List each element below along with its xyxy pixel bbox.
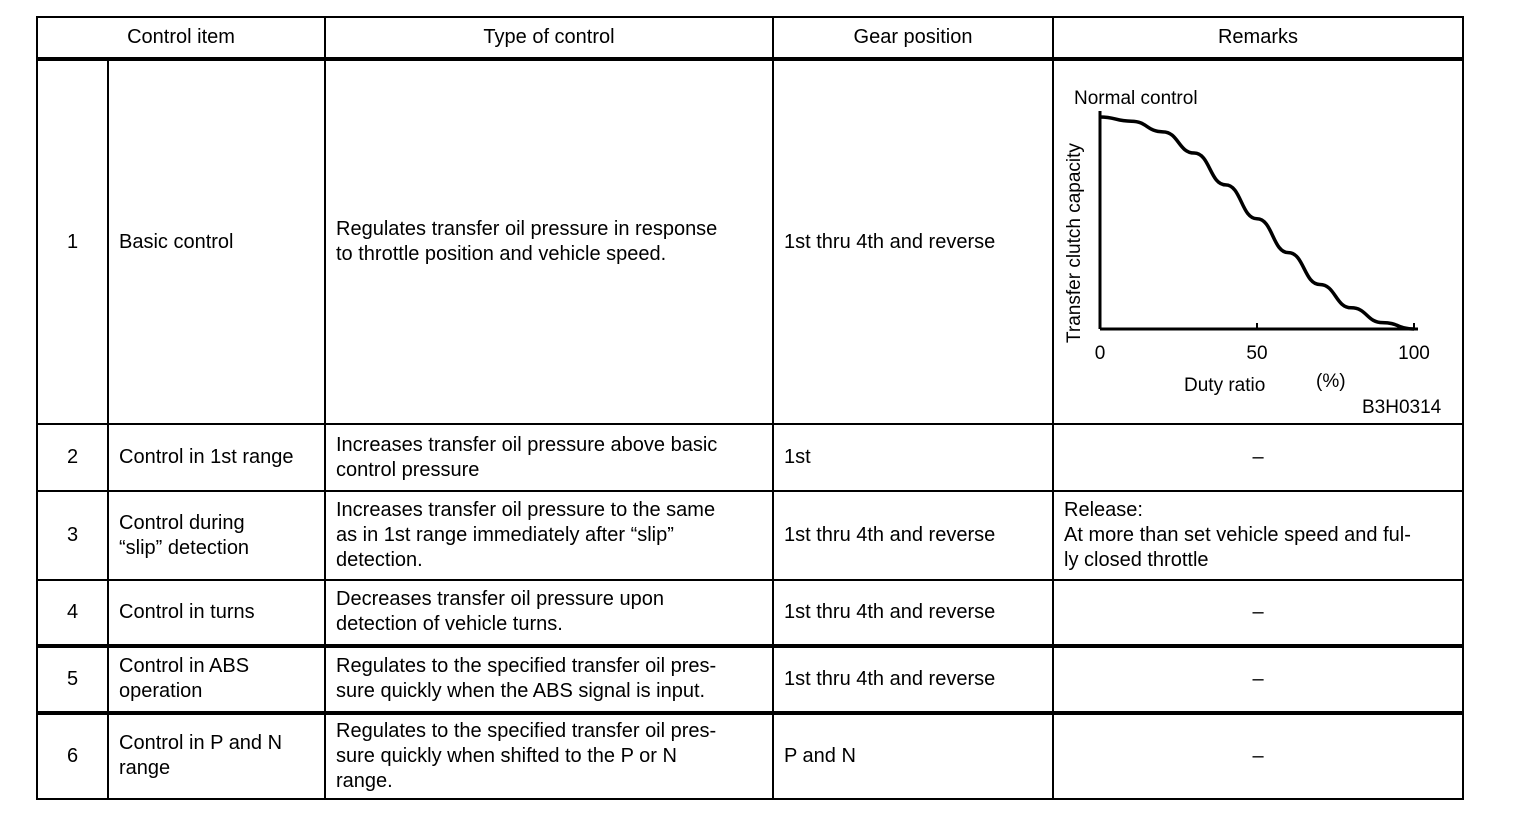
type-of-control-text: to throttle position and vehicle speed. [336,243,667,266]
type-of-control-text: detection of vehicle turns. [336,613,563,636]
control-item-text: Control in ABS [119,655,250,678]
control-item-text: operation [119,680,203,703]
table-row [37,59,1463,424]
control-item-text: Control in turns [119,600,255,623]
control-table [36,16,1464,800]
gear-position-cell [773,491,1053,580]
control-item-cell [108,59,325,424]
header-control-item: Control item [37,17,325,59]
remarks-cell [1053,491,1463,580]
header-type-of-control: Type of control [325,17,773,59]
gear-position-cell [773,580,1053,645]
remarks-text: At more than set vehicle speed and ful- [1064,524,1411,547]
remarks-cell [1053,713,1463,799]
type-of-control-text: Increases transfer oil pressure to the same [336,499,716,522]
remarks-text: Release: [1064,499,1143,522]
gear-position-text: 1st [784,446,811,469]
gear-position-cell [773,646,1053,713]
remarks-cell [1053,580,1463,645]
type-of-control-text: sure quickly when the ABS signal is input. [336,680,706,703]
type-of-control-text: sure quickly when shifted to the P or N [336,744,677,767]
gear-position-text: 1st thru 4th and reverse [784,667,996,690]
table-row [37,491,1463,580]
remarks-cell [1053,424,1463,491]
remarks-text: – [1252,744,1264,767]
chart-title: Normal control [1074,88,1198,110]
table-row [37,424,1463,491]
row-number: 5 [37,646,108,713]
row-number: 2 [37,424,108,491]
remarks-chart-cell [1053,59,1463,424]
type-of-control-text: Regulates to the specified transfer oil pres- [336,655,717,678]
chart-series-line [1100,117,1414,329]
type-of-control-cell [325,424,773,491]
type-of-control-text: range. [336,769,393,792]
row-number: 3 [37,491,108,580]
table-row [37,580,1463,645]
control-table-sheet [36,16,1462,800]
gear-position-cell [773,713,1053,799]
type-of-control-cell [325,580,773,645]
type-of-control-text: Regulates to the specified transfer oil pres- [336,719,717,742]
type-of-control-text: Decreases transfer oil pressure upon [336,588,664,611]
type-of-control-text: detection. [336,549,423,572]
remarks-text: ly closed throttle [1064,549,1209,572]
chart-x-axis-unit: (%) [1316,371,1346,393]
header-gear-position: Gear position [773,17,1053,59]
control-item-text: range [119,757,171,780]
control-item-text: Control in P and N [119,732,283,755]
type-of-control-text: Regulates transfer oil pressure in response [336,218,718,241]
control-item-text: Control in 1st range [119,446,294,469]
gear-position-cell [773,424,1053,491]
type-of-control-cell [325,713,773,799]
gear-position-text: P and N [784,744,856,767]
table-row [37,713,1463,799]
chart-x-tick-label: 0 [1094,343,1106,365]
chart-x-tick-label: 100 [1398,343,1430,365]
gear-position-text: 1st thru 4th and reverse [784,600,996,623]
figure-code: B3H0314 [1362,397,1442,419]
chart-x-tick-label: 50 [1246,343,1268,365]
gear-position-text: 1st thru 4th and reverse [784,230,996,253]
table-header-row [37,17,1463,59]
gear-position-text: 1st thru 4th and reverse [784,524,996,547]
remarks-text: – [1252,446,1264,469]
control-item-cell [108,424,325,491]
row-number: 6 [37,713,108,799]
duty-ratio-chart [1054,61,1460,421]
control-item-cell [108,713,325,799]
control-item-text: “slip” detection [119,536,250,559]
chart-x-axis-label: Duty ratio [1184,375,1266,397]
control-item-text: Basic control [119,230,234,253]
remarks-text: – [1252,600,1264,623]
row-number: 1 [37,59,108,424]
type-of-control-text: control pressure [336,458,480,481]
type-of-control-cell [325,491,773,580]
chart-y-axis-label: Transfer clutch capacity [1064,143,1085,344]
remarks-text: – [1252,667,1264,690]
type-of-control-text: Increases transfer oil pressure above basic [336,433,718,456]
type-of-control-text: as in 1st range immediately after “slip” [336,524,674,547]
type-of-control-cell [325,59,773,424]
header-remarks: Remarks [1053,17,1463,59]
control-item-cell [108,580,325,645]
control-item-cell [108,491,325,580]
gear-position-cell [773,59,1053,424]
table-row [37,646,1463,713]
remarks-cell [1053,646,1463,713]
type-of-control-cell [325,646,773,713]
control-item-cell [108,646,325,713]
control-item-text: Control during [119,511,245,534]
row-number: 4 [37,580,108,645]
